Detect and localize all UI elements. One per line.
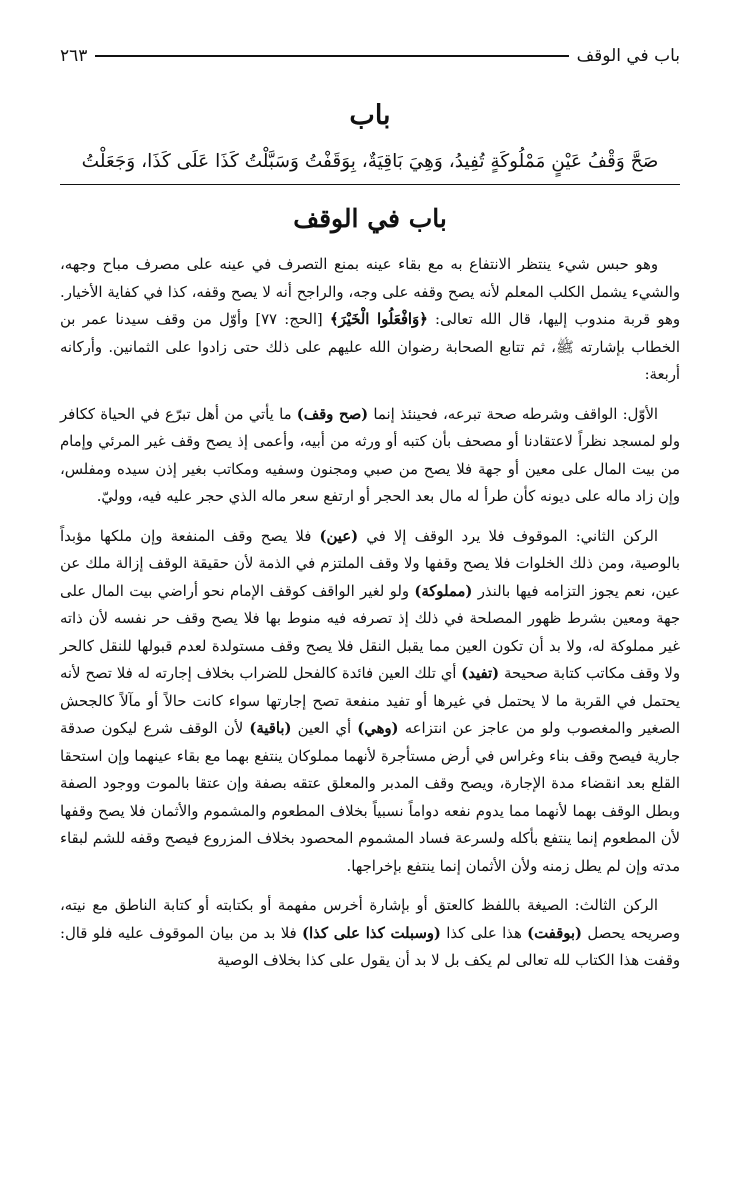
bold-matn-quote: (صح وقف) <box>296 405 369 423</box>
paragraph-text: هذا على كذا <box>440 924 528 942</box>
page-number: ٢٦٣ <box>60 46 88 66</box>
bold-matn-quote: (باقية) <box>249 720 292 737</box>
paragraph-text: وهو حبس شيء ينتظر الانتفاع به مع بقاء عينه بمنع التصرف في عينه على مصرف مباح وجهه، والشيء يشمل الكلب المعلم لأنه يصح وقفه على وجه، والراجح أنه لا يصح وقفه، كذا في كفاية الأخيار. وهو قربة مندوب إليها، قال الله تعالى: <box>60 256 680 328</box>
paragraph-text: فلا بد من بيان الموقوف عليه فلو قال: وقفت هذا الكتاب لله تعالى لم يكف بل لا بد أن يقول على كذا بخلاف الوصية <box>60 924 680 969</box>
bold-matn-quote: (وسبلت كذا على كذا) <box>302 924 441 942</box>
separator-rule <box>60 184 680 185</box>
bold-matn-quote: (عين) <box>319 527 359 545</box>
commentary-paragraph <box>60 523 680 881</box>
running-header-rule <box>95 55 568 57</box>
commentary-paragraph <box>60 401 680 511</box>
bold-matn-quote: (بوقفت) <box>527 924 583 942</box>
matn-text: صَحَّ وَقْفُ عَيْنٍ مَمْلُوكَةٍ تُفِيدُ، وَهِيَ بَاقِيَةٌ، بِوَقَفْتُ وَسَبَّلْتُ كَذَا عَلَى كَذَا، وَجَعَلْتُ <box>81 151 659 172</box>
paragraph-text: [الحج: ٧٧] وأوّل من وقف سيدنا عمر بن الخطاب بإشارته ﷺ، ثم تتابع الصحابة رضوان الله عليهم على ذلك حتى زادوا على الثمانين. وأركانه أربعة: <box>60 311 680 383</box>
commentary-paragraph <box>60 251 680 389</box>
bold-matn-quote: (وهي) <box>357 720 399 737</box>
paragraph-text: ما يأتي من أهل تبرّع في الحياة ككافر ولو لمسجد نظراً لاعتقادنا أو مصحف بأن كتبه أو ورثه من أبيه، وأعمى إذ يصح وقف غير المرئي وإمام من بيت المال على معين أو جهة فلا يصح من صبي ومجنون وسفيه ومكاتب بغير إذن سيده ومفلس، وإن زاد ماله على ديونه كأن طرأ له مال بعد الحجر أو ارتفع سعر ماله الذي حجر عليه فيه، ووليّ. <box>60 405 680 505</box>
paragraph-text: ولو لغير الواقف كوقف الإمام نحو أراضي بيت المال على جهة ومعين بشرط ظهور المصلحة في ذلك إذ تصرفه فيه منوط بها فلا يصح وقف حر نفسه لأن ذاته غير مملوكة له، ولا بد أن تكون العين مما يقبل النقل فلا يصح وقف مستولدة لعدم قبولها للنقل كالحر ولا وقف مكاتب كتابة صحيحة <box>60 582 680 682</box>
section-heading: باب في الوقف <box>293 204 447 233</box>
paragraph-text: الأوّل: الواقف وشرطه صحة تبرعه، فحينئذ إنما <box>368 405 659 423</box>
bold-matn-quote: ﴿وَافْعَلُوا الْخَيْرَ﴾ <box>329 311 428 328</box>
commentary-paragraph <box>60 892 680 975</box>
bold-matn-quote: (تفيد) <box>461 665 500 682</box>
paragraph-text: أي تلك العين فائدة كالفحل للضراب بخلاف إجارته له فلا تصح لأنه يحتمل في القربة ما لا يحتمل في غيرها أو تفيد منفعة تصح إجارتها سواء كانت حالاً أو مآلاً كالجحش الصغير والمغصوب ولو من عاجز عن انتزاعه <box>60 665 680 737</box>
chapter-heading: باب <box>349 100 391 131</box>
paragraph-text: الركن الثالث: الصيغة باللفظ كالعتق أو بإشارة أخرس مفهمة أو بكتابته أو كتابة الناطق مع نيته، وصريحه يحصل <box>60 897 680 942</box>
running-header-title: باب في الوقف <box>576 46 680 66</box>
paragraph-text: الركن الثاني: الموقوف فلا يرد الوقف إلا في <box>358 527 659 545</box>
paragraph-text: أي العين <box>291 720 358 737</box>
paragraph-text: لأن الوقف شرع ليكون صدقة جارية فيصح وقف بناء وغراس في أرض مستأجرة لأنهما مملوكان ينتفع بهما مع بقاء عينهما وإن استحقا القلع بعد انقضاء مدة الإجارة، ويصح وقف المدبر والمعلق عتقه بصفة وإن عتقا بالموت ووجود الصفة وبطل الوقف بهما لأنهما مما يدوم نفعه دواماً نسبياً بخلاف المطعوم والمشموم والأثمان فلا يصح وقفها لأن المطعوم إنما ينتفع بأكله ولسرعة فساد المشموم المحصود بخلاف المزروع فيصح وقفه للشم لبقاء مدته وإن لم يطل زمنه ولأن الأثمان إنما ينتفع بإخراجها. <box>60 720 680 875</box>
commentary-body <box>60 251 680 975</box>
running-header <box>60 42 680 70</box>
bold-matn-quote: (مملوكة) <box>414 582 473 600</box>
paragraph-text: فلا يصح وقف المنفعة وإن ملكها مؤبداً بالوصية، ومن ذلك الخلوات فلا يصح وقفها ولا وقف الملتزم في الذمة لأن حقيقة الوقف إزالة ملك عن عين، نعم يجوز التزامه فيها بالنذر <box>60 527 680 600</box>
book-page <box>60 42 680 987</box>
